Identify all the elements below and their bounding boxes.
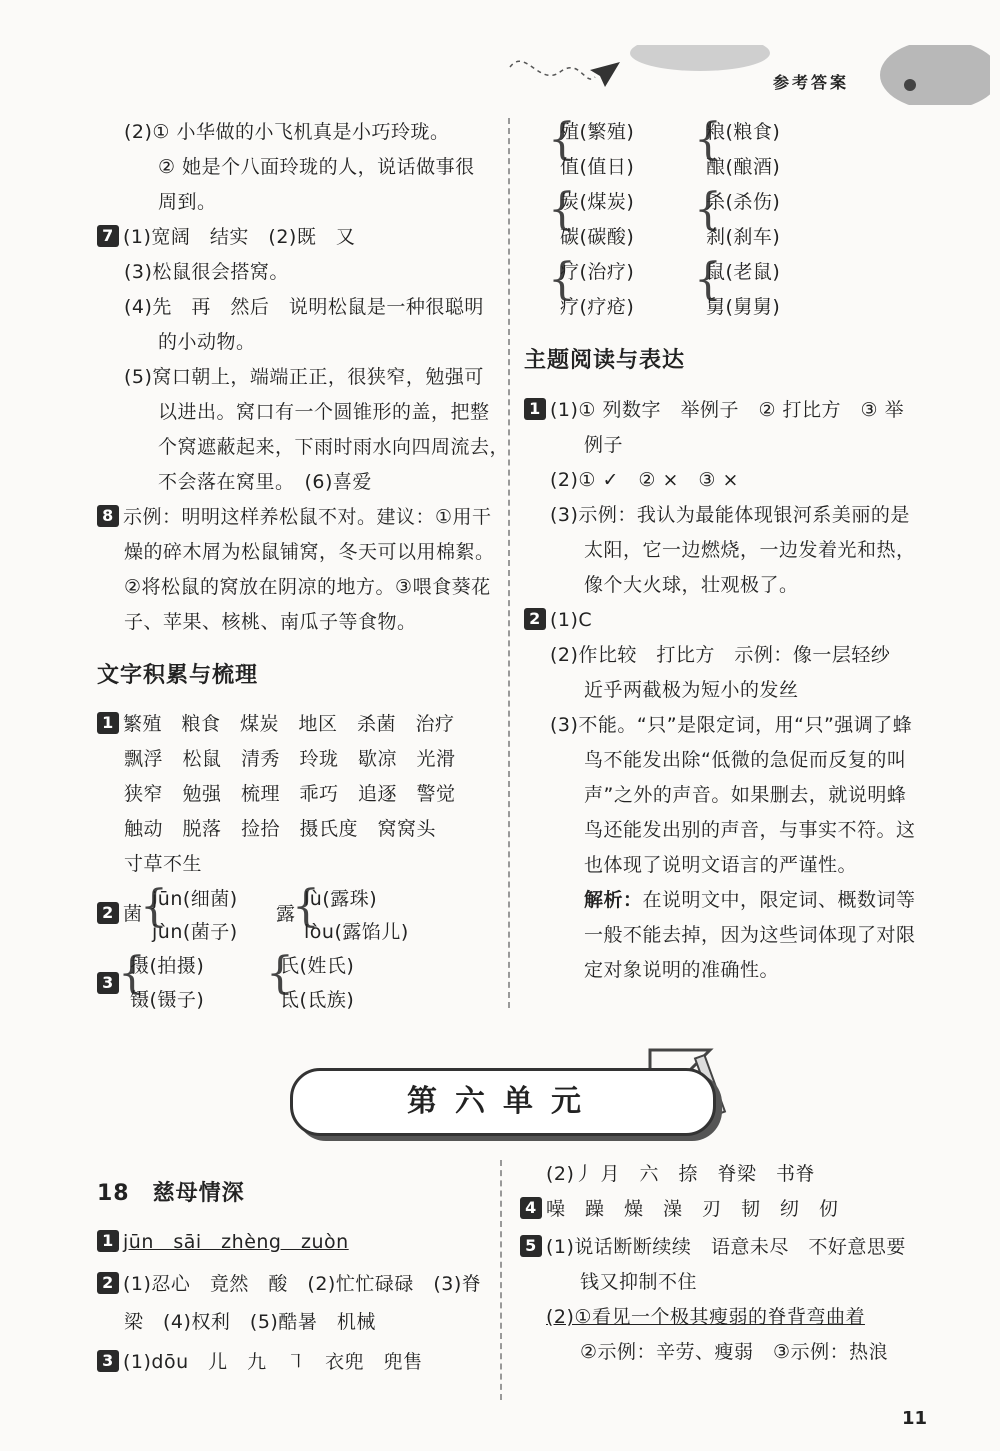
word-item: 殖(繁殖) (560, 121, 635, 143)
answer-line: 鸟不能发出除“低微的急促而反复的叫 (584, 749, 907, 771)
word-item: 疗(治疗) (560, 261, 635, 283)
answer-line: ② 她是个八面玲珑的人，说话做事很 (158, 156, 475, 178)
brace: { (548, 184, 576, 235)
word-row (97, 710, 455, 738)
answer-line: 梁 (4)权利 (5)酷暑 机械 (124, 1311, 376, 1333)
section-heading: 主题阅读与表达 (524, 348, 686, 373)
answer-line: 太阳，它一边燃烧，一边发着光和热， (584, 539, 916, 561)
question-number-badge: 3 (97, 972, 119, 994)
brace: { (548, 114, 576, 165)
answer-line: ②将松鼠的窝放在阴凉的地方。③喂食葵花 (124, 576, 491, 598)
word-item: 摄(拍摄) (130, 955, 205, 977)
char: 菌 (123, 903, 143, 925)
answer-line: 也体现了说明文语言的严谨性。 (584, 854, 858, 876)
word-item: 疗(疗疮) (560, 296, 635, 318)
answer-line: 声”之外的声音。如果删去，就说明蜂 (584, 784, 907, 806)
question-number-badge: 1 (524, 398, 546, 420)
section-heading: 文字积累与梳理 (97, 663, 259, 688)
answer-line: (4)先 再 然后 说明松鼠是一种很聪明 (124, 296, 484, 318)
answer-text: (1)宽阔 结实 (2)既 又 (123, 226, 356, 248)
paper-plane-icon (505, 42, 625, 97)
brace: { (266, 948, 294, 999)
word-item: 氏(姓氏) (280, 955, 355, 977)
header-title: 参考答案 (773, 73, 850, 92)
answer-line: 像个大火球，壮观极了。 (584, 574, 799, 596)
column-divider (508, 118, 510, 1008)
answer-line: 以进出。窝口有一个圆锥形的盖，把整 (158, 401, 490, 423)
word-item: 鼠(老鼠) (706, 261, 781, 283)
word-item: 炭(煤炭) (560, 191, 635, 213)
word-item: 舅(舅舅) (706, 296, 781, 318)
question-number-badge: 1 (97, 1230, 119, 1252)
answer-text: (1)说话断断续续 语意未尽 不好意思要 (546, 1236, 906, 1258)
answer-line: 的小动物。 (158, 331, 256, 353)
question-2 (97, 1270, 481, 1298)
answer-text: jūn sāi zhèng zuòn (123, 1231, 349, 1253)
question-number-badge: 8 (97, 505, 119, 527)
brace: { (292, 881, 320, 932)
question-number-badge: 4 (520, 1197, 542, 1219)
brace: { (694, 114, 722, 165)
question-2-char (97, 900, 143, 928)
question-number-badge: 2 (524, 608, 546, 630)
analysis-line (584, 886, 916, 914)
question-1 (524, 396, 904, 424)
question-1 (97, 1228, 349, 1256)
lesson-number: 18 (97, 1181, 130, 1206)
answer-line: (2)作比较 打比方 示例：像一层轻纱 (550, 644, 891, 666)
question-5 (520, 1233, 906, 1261)
answer-line: (2)丿 月 六 捺 脊梁 书脊 (546, 1163, 815, 1185)
answer-line: 个窝遮蔽起来，下雨时雨水向四周流去， (158, 436, 510, 458)
answer-line: 定对象说明的准确性。 (584, 959, 780, 981)
answer-line: (3)不能。“只”是限定词，用“只”强调了蜂 (550, 714, 913, 736)
answer-text: 示例：明明这样养松鼠不对。建议：①用干 (123, 506, 492, 528)
page-number: 11 (902, 1408, 928, 1429)
answer-text: 噪 躁 燥 澡 刃 韧 纫 仞 (546, 1198, 839, 1220)
lesson-heading (97, 1176, 245, 1207)
answer-line: (3)松鼠很会搭窝。 (124, 261, 289, 283)
answer-line: (2)①看见一个极其瘦弱的脊背弯曲着 (546, 1306, 865, 1328)
answer-line: (3)示例：我认为最能体现银河系美丽的是 (550, 504, 910, 526)
answer-line: 鸟还能发出别的声音，与事实不符。这 (584, 819, 916, 841)
word-item: 酿(酿酒) (706, 156, 781, 178)
pinyin-item: lù(露珠) (304, 888, 378, 910)
word-item: 杀(杀伤) (706, 191, 781, 213)
answer-line: 周到。 (158, 191, 217, 213)
word-item: 氐(氐族) (280, 989, 355, 1011)
answer-text: (1)C (550, 609, 593, 631)
answer-text: (1)① 列数字 举例子 ② 打比方 ③ 举 (550, 399, 905, 421)
answer-line: 钱又抑制不住 (580, 1271, 698, 1293)
answer-line: 子、苹果、核桃、南瓜子等食物。 (124, 611, 417, 633)
question-3 (97, 1348, 423, 1376)
unit-title: 第六单元 (407, 1084, 599, 1119)
word-row: 飘浮 松鼠 清秀 玲珑 歇凉 光滑 (124, 748, 456, 770)
question-4 (520, 1195, 839, 1223)
answer-line: 近乎两截极为短小的发丝 (584, 679, 799, 701)
answer-line: 一般不能去掉，因为这些词体现了对限 (584, 924, 916, 946)
question-number-badge: 2 (97, 902, 119, 924)
word-row: 狭窄 勉强 梳理 乖巧 追逐 警觉 (124, 783, 456, 805)
answer-text: 繁殖 粮食 煤炭 地区 杀菌 治疗 (123, 713, 455, 735)
brace: { (140, 881, 168, 932)
word-item: 碳(碳酸) (560, 226, 635, 248)
question-number-badge: 1 (97, 712, 119, 734)
question-number-badge: 2 (97, 1272, 119, 1294)
word-item: 粮(粮食) (706, 121, 781, 143)
pinyin-item: lòu(露馅儿) (304, 921, 409, 943)
answer-text: (1)忍心 竟然 酸 (2)忙忙碌碌 (3)脊 (123, 1273, 482, 1295)
question-7 (97, 223, 355, 251)
question-number-badge: 3 (97, 1350, 119, 1372)
pinyin-item: jūn(细菌) (152, 888, 238, 910)
brace: { (118, 948, 146, 999)
word-row: 寸草不生 (124, 853, 203, 875)
question-number-badge: 5 (520, 1235, 542, 1257)
unit-banner (290, 1068, 716, 1136)
answer-text: (1)dōu 儿 九 ㇕ 衣兜 兜售 (123, 1351, 423, 1373)
brace: { (694, 254, 722, 305)
answer-line: ②示例：辛劳、瘦弱 ③示例：热浪 (580, 1341, 889, 1363)
answer-text: 在说明文中，限定词、概数词等 (642, 889, 916, 911)
brace: { (548, 254, 576, 305)
answer-line: 燥的碎木屑为松鼠铺窝，冬天可以用棉絮。 (124, 541, 495, 563)
word-item: 值(值日) (560, 156, 635, 178)
brace: { (694, 184, 722, 235)
word-item: 镊(镊子) (130, 989, 205, 1011)
answer-line: (2)① 小华做的小飞机真是小巧玲珑。 (124, 121, 450, 143)
question-2 (524, 606, 592, 634)
question-number-badge: 7 (97, 225, 119, 247)
answer-line: 例子 (584, 434, 624, 456)
word-item: 刹(刹车) (706, 226, 781, 248)
analysis-label: 解析： (584, 889, 643, 911)
question-8 (97, 503, 492, 531)
answer-line: 不会落在窝里。 (6)喜爱 (158, 471, 372, 493)
lesson-title: 慈母情深 (152, 1181, 245, 1206)
column-divider (500, 1160, 502, 1400)
char: 露 (276, 903, 296, 925)
pinyin-item: jùn(菌子) (152, 921, 238, 943)
answer-line: (2)① ✓ ② × ③ × (550, 469, 739, 491)
answer-line: (5)窝口朝上，端端正正，很狭窄，勉强可 (124, 366, 484, 388)
word-row: 触动 脱落 捡拾 摄氏度 窝窝头 (124, 818, 437, 840)
